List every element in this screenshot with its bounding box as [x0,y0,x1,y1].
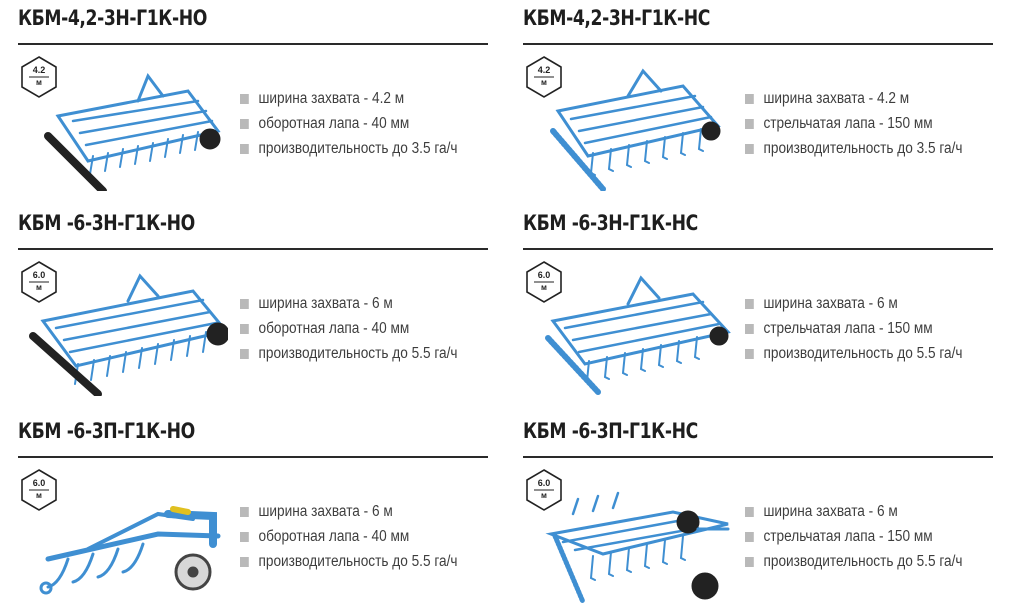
badge-value: 6.0 [537,270,551,280]
spec-text: производительность до 5.5 га/ч [258,553,458,570]
bullet-icon [240,299,249,309]
bullet-icon [240,94,249,104]
badge-unit: м [541,491,547,500]
spec-item [745,291,962,316]
divider [18,456,488,458]
bullet-icon [745,349,754,359]
product-card [18,419,488,609]
spec-list [240,86,487,161]
bullet-icon [745,299,754,309]
product-title: КБМ -6-3Н-Г1К-НО [18,211,195,235]
spec-item [745,111,962,136]
spec-text: ширина захвата - 6 м [763,503,898,520]
divider [523,248,993,250]
spec-text: производительность до 5.5 га/ч [763,345,963,362]
badge-unit: м [541,283,547,292]
spec-item [240,136,457,161]
spec-item [240,291,457,316]
bullet-icon [240,119,249,129]
badge-unit: м [36,283,42,292]
spec-text: оборотная лапа - 40 мм [258,528,410,545]
spec-text: ширина захвата - 4.2 м [763,90,910,107]
bullet-icon [240,349,249,359]
spec-list [745,291,992,366]
spec-item [240,549,457,574]
spec-text: ширина захвата - 6 м [258,503,393,520]
spec-item [240,86,457,111]
badge-value: 4.2 [537,65,551,75]
product-card [523,419,993,609]
product-card [18,211,488,401]
cultivator-image [533,474,733,604]
product-title: КБМ -6-3П-Г1К-НО [18,419,195,443]
cultivator-image [533,266,733,396]
bullet-icon [240,557,249,567]
spec-text: производительность до 5.5 га/ч [763,553,963,570]
cultivator-image [533,61,733,191]
bullet-icon [240,507,249,517]
spec-text: производительность до 3.5 га/ч [258,140,458,157]
badge-unit: м [36,491,42,500]
spec-list [240,291,487,366]
product-card [523,211,993,401]
spec-text: стрельчатая лапа - 150 мм [763,320,933,337]
spec-item [745,549,962,574]
bullet-icon [745,144,754,154]
spec-text: ширина захвата - 4.2 м [258,90,405,107]
cultivator-image [28,61,228,191]
spec-item [745,341,962,366]
spec-list [240,499,487,574]
spec-text: производительность до 3.5 га/ч [763,140,963,157]
badge-value: 6.0 [32,478,46,488]
divider [18,43,488,45]
spec-text: стрельчатая лапа - 150 мм [763,528,933,545]
spec-item [240,316,457,341]
spec-text: ширина захвата - 6 м [258,295,393,312]
product-title: КБМ-4,2-3Н-Г1К-НС [523,6,710,30]
spec-item [240,341,457,366]
spec-item [240,524,457,549]
spec-list [745,499,992,574]
spec-item [240,111,457,136]
spec-item [745,316,962,341]
spec-item [745,136,962,161]
badge-unit: м [541,78,547,87]
spec-item [745,499,962,524]
product-card [523,6,993,196]
product-title: КБМ -6-3Н-Г1К-НС [523,211,698,235]
bullet-icon [745,557,754,567]
spec-text: производительность до 5.5 га/ч [258,345,458,362]
badge-value: 6.0 [32,270,46,280]
spec-text: оборотная лапа - 40 мм [258,320,410,337]
spec-text: стрельчатая лапа - 150 мм [763,115,933,132]
bullet-icon [240,144,249,154]
product-card [18,6,488,196]
bullet-icon [745,94,754,104]
bullet-icon [745,507,754,517]
spec-list [745,86,992,161]
bullet-icon [745,324,754,334]
spec-text: ширина захвата - 6 м [763,295,898,312]
bullet-icon [745,119,754,129]
bullet-icon [240,532,249,542]
cultivator-image [28,474,228,604]
bullet-icon [745,532,754,542]
badge-unit: м [36,78,42,87]
bullet-icon [240,324,249,334]
badge-value: 6.0 [537,478,551,488]
product-title: КБМ-4,2-3Н-Г1К-НО [18,6,207,30]
spec-item [240,499,457,524]
spec-item [745,86,962,111]
spec-text: оборотная лапа - 40 мм [258,115,410,132]
cultivator-image [28,266,228,396]
divider [18,248,488,250]
spec-item [745,524,962,549]
divider [523,43,993,45]
badge-value: 4.2 [32,65,46,75]
divider [523,456,993,458]
product-title: КБМ -6-3П-Г1К-НС [523,419,698,443]
